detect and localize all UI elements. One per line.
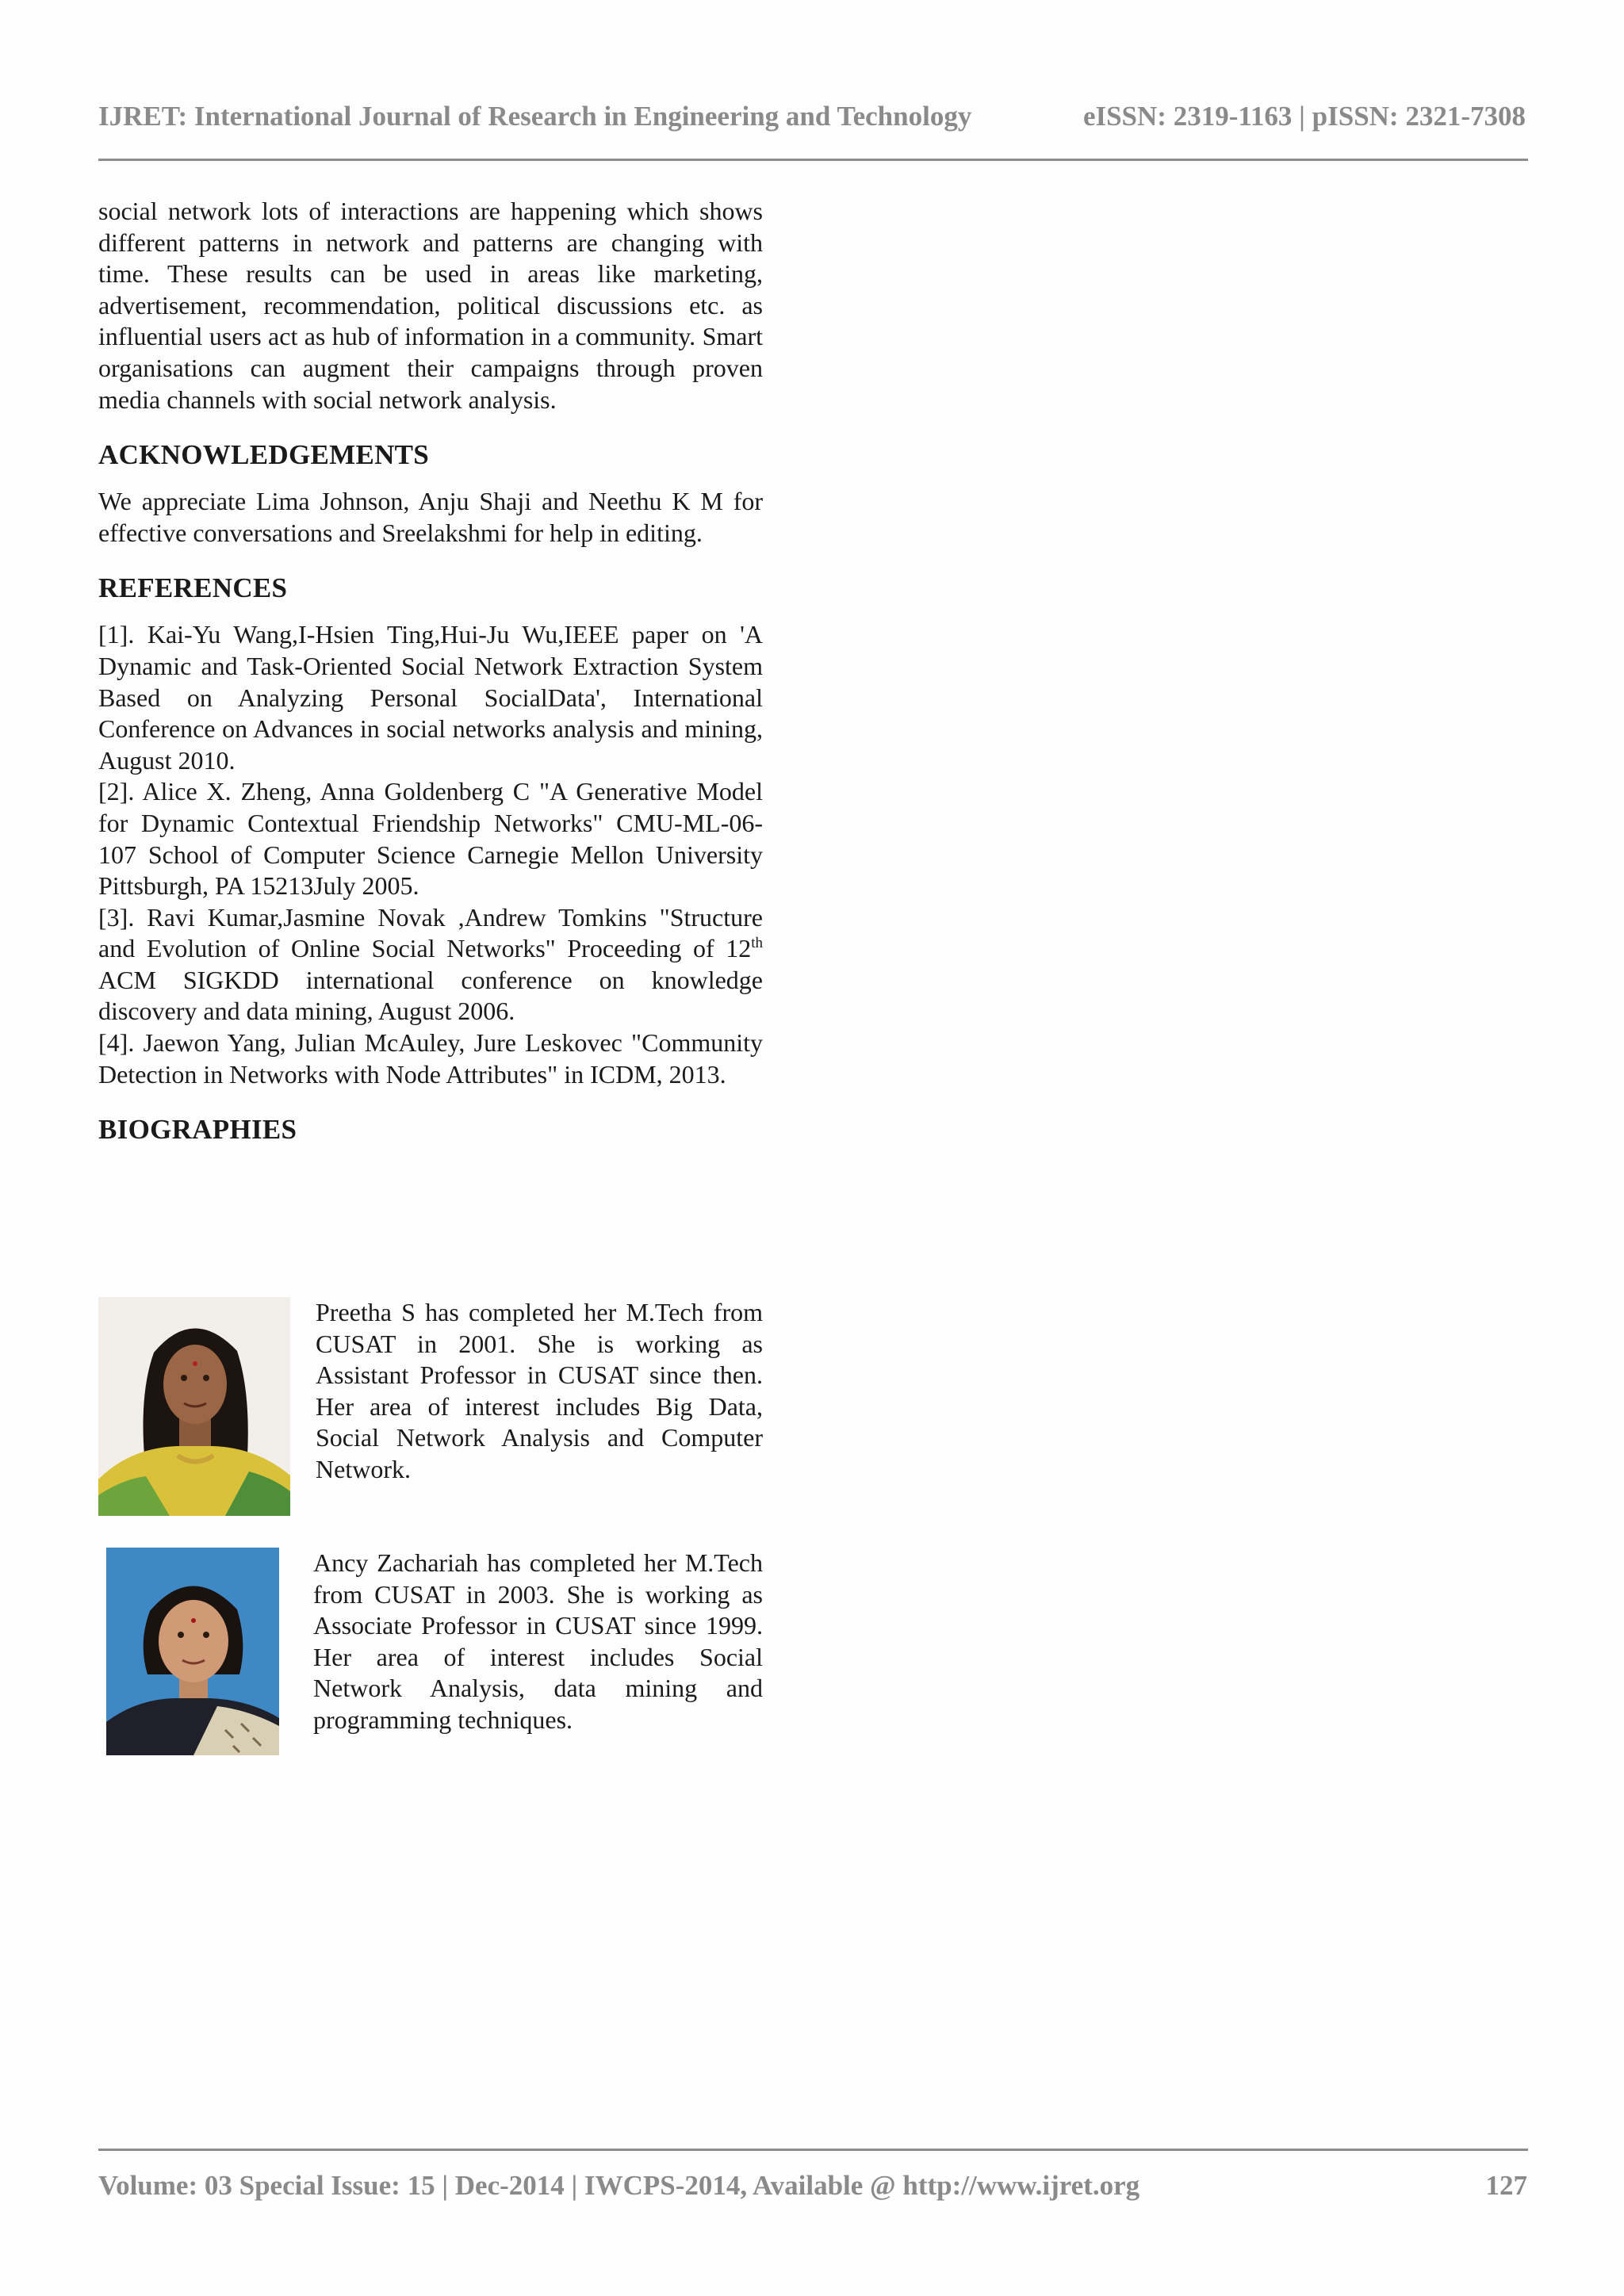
text-column bbox=[98, 196, 763, 1147]
volume-info: Volume: 03 Special Issue: 15 | Dec-2014 | IWCPS-2014, Available @ http://www.ijret.org bbox=[98, 2170, 1140, 2201]
running-footer bbox=[98, 2166, 1527, 2206]
author-photo bbox=[98, 1297, 290, 1516]
reference-item: [1]. Kai-Yu Wang,I-Hsien Ting,Hui-Ju Wu,IEEE paper on 'A Dynamic and Task-Oriented Social Network Extraction System Based on Analyzing Personal SocialData', International Conference on Advances in social networks analysis and mining, August 2010. bbox=[98, 620, 763, 775]
running-header bbox=[98, 97, 1526, 136]
footer-divider bbox=[98, 2149, 1528, 2151]
biographies-heading: BIOGRAPHIES bbox=[98, 1114, 297, 1146]
reference-item: [2]. Alice X. Zheng, Anna Goldenberg C "A Generative Model for Dynamic Contextual Friendship Networks" CMU-ML-06-107 School of Computer Science Carnegie Mellon University Pittsburgh, PA 15213July 2005. bbox=[98, 777, 763, 901]
header-divider bbox=[98, 159, 1528, 161]
references-list bbox=[98, 619, 763, 1090]
reference-item: [4]. Jaewon Yang, Julian McAuley, Jure Leskovec "Community Detection in Networks with Node Attributes" in ICDM, 2013. bbox=[98, 1028, 763, 1089]
superscript: th bbox=[751, 935, 763, 952]
biography-1 bbox=[98, 1297, 763, 1516]
reference-item: [3]. Ravi Kumar,Jasmine Novak ,Andrew Tomkins "Structure and Evolution of Online Social Networks" Proceeding of 12th ACM SIGKDD international conference on knowledge discovery and data mining, August 2006. bbox=[98, 902, 763, 1026]
page-number: 127 bbox=[1485, 2170, 1527, 2201]
issn-info: eISSN: 2319-1163 | pISSN: 2321-7308 bbox=[1082, 101, 1526, 132]
biography-text: Ancy Zachariah has completed her M.Tech from CUSAT in 2003. She is working as Associate Professor in CUSAT since 1999. Her area of interest includes Social Network Analysis, data mining and programming techniques. bbox=[313, 1548, 763, 1734]
journal-title: IJRET: International Journal of Research in Engineering and Technology bbox=[98, 101, 972, 132]
biography-2 bbox=[98, 1548, 763, 1755]
author-photo bbox=[106, 1548, 279, 1755]
acknowledgements-text: We appreciate Lima Johnson, Anju Shaji and Neethu K M for effective conversations and Sreelakshmi for help in editing. bbox=[98, 487, 763, 547]
biography-text: Preetha S has completed her M.Tech from CUSAT in 2001. She is working as Assistant Professor in CUSAT since then. Her area of interest includes Big Data, Social Network Analysis and Computer Network. bbox=[316, 1298, 763, 1483]
references-heading: REFERENCES bbox=[98, 572, 288, 604]
intro-paragraph: social network lots of interactions are happening which shows different patterns in network and patterns are changing with time. These results can be used in areas like marketing, advertisement, recommendation, political discussions etc. as influential users act as hub of information in a community. Smart organisations can augment their campaigns through proven media channels with social network analysis. bbox=[98, 197, 763, 414]
acknowledgements-heading: ACKNOWLEDGEMENTS bbox=[98, 439, 430, 471]
